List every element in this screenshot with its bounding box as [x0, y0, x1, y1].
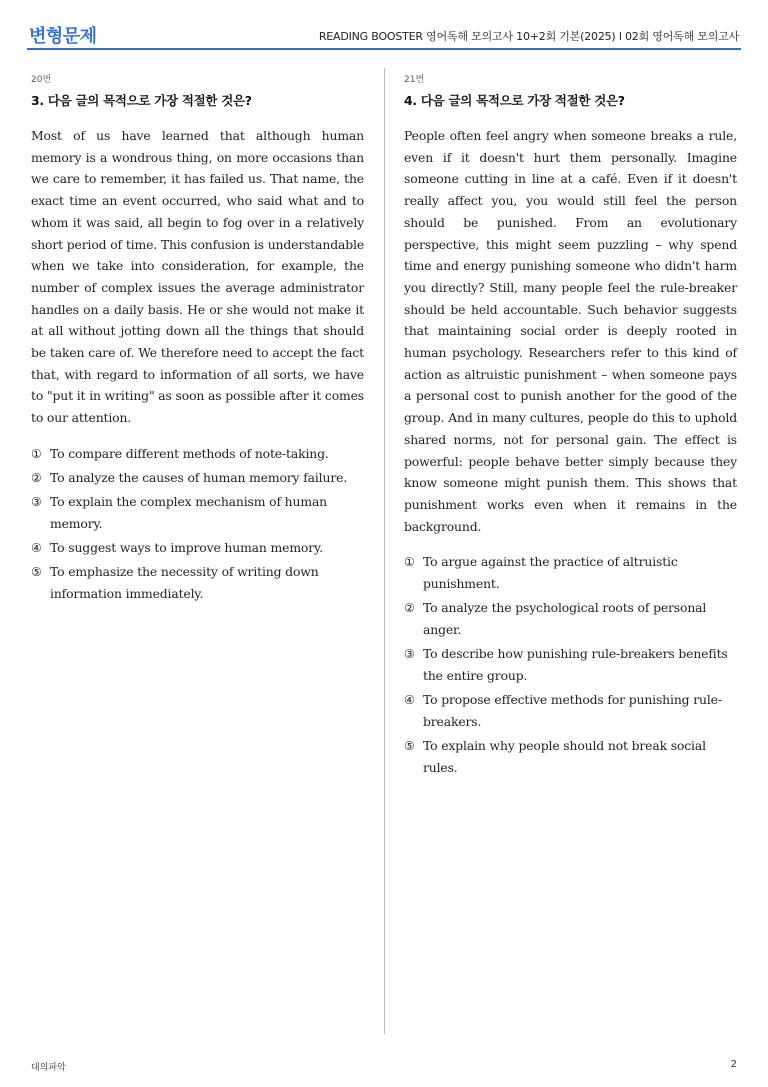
option-text: To analyze the causes of human memory failure. — [50, 469, 348, 485]
answer-option-1[interactable] — [31, 443, 364, 465]
option-mark: ④ — [31, 540, 42, 555]
answer-options — [404, 551, 737, 779]
option-mark: ② — [31, 470, 42, 485]
option-mark: ② — [404, 601, 415, 616]
option-text: To argue against the practice of altruistic punishment. — [423, 554, 678, 592]
answer-option-4[interactable] — [31, 537, 364, 559]
answer-option-3[interactable] — [404, 643, 737, 687]
answer-options — [31, 443, 364, 605]
question-title: 3. 다음 글의 목적으로 가장 적절한 것은? — [31, 93, 252, 108]
question-passage: People often feel angry when someone breaks a rule, even if it doesn't hurt them personally. Imagine someone cutting in line at a café. Even if it doesn't really affect you, you would still feel the person should be punished. From an evolutionary perspective, this might seem puzzling – why spend time and energy punishing someone who didn't harm you directly? Still, many people feel the rule-breaker should be held accountable. Such behavior suggests that maintaining social order is deeply rooted in human psychology. Researchers refer to this kind of action as altruistic punishment – when someone pays a personal cost to punish another for the good of the group. And in many cultures, people do this to uphold shared norms, not for personal gain. The effect is powerful: people behave better simply because they know someone might punish them. This shows that punishment works even when it remains in the background. — [404, 128, 737, 534]
answer-option-5[interactable] — [31, 561, 364, 605]
page-header — [27, 18, 741, 50]
question-passage: Most of us have learned that although human memory is a wondrous thing, on more occasions than we care to remember, it has failed us. That name, the exact time an event occurred, who said what and to whom it was said, all begin to fog over in a relatively short period of time. This confusion is understandable when we take into consideration, for example, the number of complex issues the average administrator handles on a daily basis. He or she would not make it at all without jotting down all the things that should be taken care of. We therefore need to accept the fact that, with regard to information of all sorts, we have to "put it in writing" as soon as possible after it comes to our attention. — [31, 128, 364, 426]
answer-option-4[interactable] — [404, 689, 737, 733]
answer-option-5[interactable] — [404, 735, 737, 779]
question-source: 21번 — [404, 75, 425, 85]
option-text: To emphasize the necessity of writing down information immediately. — [50, 563, 319, 601]
option-text: To analyze the psychological roots of personal anger. — [423, 600, 707, 638]
option-mark: ⑤ — [404, 739, 415, 754]
option-mark: ③ — [31, 494, 42, 509]
option-text: To explain why people should not break social rules. — [423, 738, 706, 776]
answer-option-1[interactable] — [404, 551, 737, 595]
question-3 — [31, 72, 364, 607]
option-mark: ③ — [404, 647, 415, 662]
column-divider — [384, 68, 385, 1034]
option-text: To compare different methods of note-taking. — [50, 445, 329, 461]
question-source: 20번 — [31, 75, 52, 85]
option-mark: ④ — [404, 693, 415, 708]
option-mark: ⑤ — [31, 564, 42, 579]
question-4 — [404, 72, 737, 781]
option-mark: ① — [31, 446, 42, 461]
answer-option-3[interactable] — [31, 491, 364, 535]
footer-category: 대의파악 — [31, 1063, 66, 1073]
question-title: 4. 다음 글의 목적으로 가장 적절한 것은? — [404, 93, 625, 108]
option-text: To explain the complex mechanism of human memory. — [50, 493, 328, 531]
answer-option-2[interactable] — [31, 467, 364, 489]
answer-option-2[interactable] — [404, 597, 737, 641]
page-number: 2 — [730, 1059, 737, 1070]
option-text: To suggest ways to improve human memory. — [50, 539, 323, 555]
option-text: To propose effective methods for punishing rule-breakers. — [423, 692, 722, 730]
option-text: To describe how punishing rule-breakers benefits the entire group. — [423, 646, 728, 684]
brand-title: 변형문제 — [29, 26, 97, 47]
book-title: READING BOOSTER 영어독해 모의고사 10+2회 기본(2025) l 02회 영어독해 모의고사 — [318, 30, 739, 43]
option-mark: ① — [404, 555, 415, 570]
